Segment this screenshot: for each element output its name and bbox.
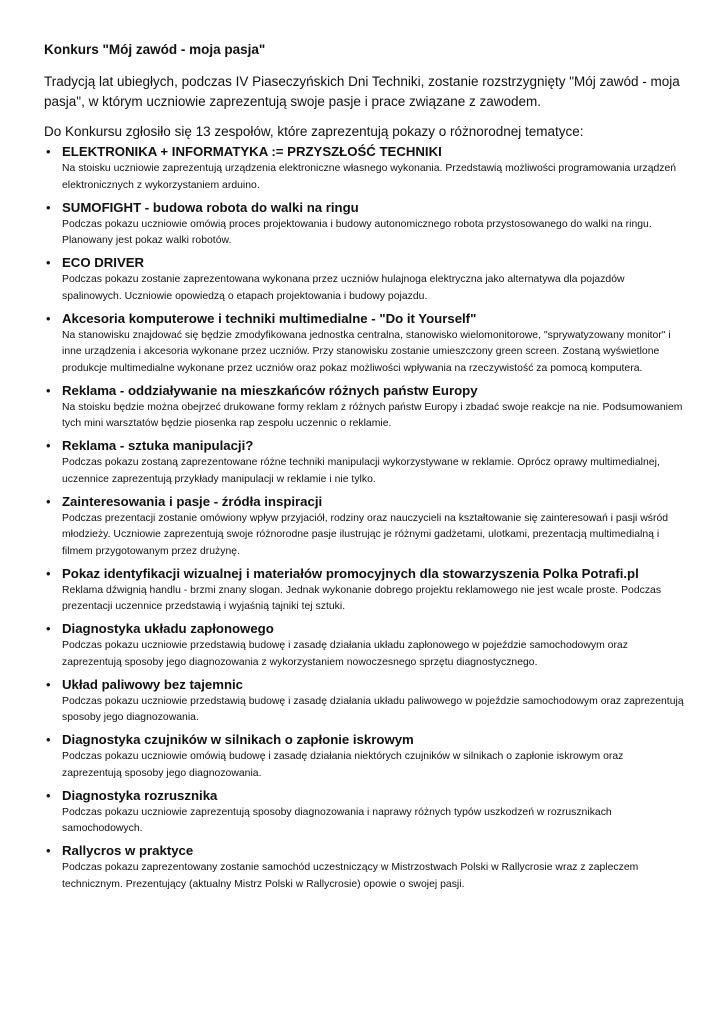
bullet-icon: •: [46, 732, 51, 747]
list-item: [44, 619, 684, 671]
item-title: ELEKTRONIKA + INFORMATYKA := PRZYSZŁOŚĆ TECHNIKI: [62, 144, 442, 159]
item-description: Na stoisku będzie można obejrzeć drukowane formy reklam z różnych państw Europy i zbadać swoje reakcje na nie. Podsumowaniem tych mini warsztatów będzie piosenka rap zespołu uczennic o reklamie.: [62, 401, 683, 429]
item-description: Na stoisku uczniowie zaprezentują urządzenia elektroniczne własnego wykonania. Przedstawią możliwości programowania urządzeń elektronicznych z wykorzystaniem arduino.: [62, 163, 677, 191]
bullet-icon: •: [46, 676, 51, 692]
item-title: Reklama - sztuka manipulacji?: [62, 438, 254, 453]
bullet-icon: •: [46, 199, 51, 215]
bullet-icon: •: [46, 565, 51, 581]
list-item: [44, 841, 684, 893]
lead-paragraph: Do Konkursu zgłosiło się 13 zespołów, które zaprezentują pokazy o różnorodnej tematyce:: [44, 124, 584, 139]
item-description: Podczas pokazu uczniowie przedstawią budowę i zasadę działania układu paliwowego w pojeździe samochodowym oraz zaprezentują sposoby jego diagnozowania.: [62, 695, 684, 723]
list-item: [44, 730, 684, 782]
item-description: Podczas pokazu zaprezentowany zostanie samochód uczestniczący w Mistrzostwach Polski w Rallycrosie wraz z zapleczem technicznym. Prezentujący (aktualny Mistrz Polski w Rallycrosie) opowie o swojej pasji.: [62, 862, 639, 890]
list-item: [44, 786, 684, 838]
bullet-icon: •: [46, 255, 51, 270]
list-item: [44, 142, 684, 194]
item-title: Zainteresowania i pasje - źródła inspiracji: [62, 493, 323, 509]
bullet-icon: •: [46, 493, 51, 509]
document-page: [44, 40, 684, 897]
bullet-icon: •: [46, 438, 51, 453]
item-title: SUMOFIGHT - budowa robota do walki na ringu: [62, 199, 359, 215]
item-description: Podczas pokazu zostanie zaprezentowana wykonana przez uczniów hulajnoga elektryczna jako alternatywa dla pojazdów spalinowych. Uczniowie opowiedzą o etapach projektowania i budowy pojazdu.: [62, 274, 625, 302]
list-item: [44, 381, 684, 433]
bullet-icon: •: [46, 621, 51, 636]
bullet-icon: •: [46, 843, 51, 858]
presentation-list: [44, 142, 684, 893]
document-title: Konkurs "Mój zawód - moja pasja": [44, 42, 266, 57]
item-title: Pokaz identyfikacji wizualnej i materiałów promocyjnych dla stowarzyszenia Polka Potrafi.pl: [62, 565, 639, 581]
item-description: Podczas prezentacji zostanie omówiony wpływ przyjaciół, rodziny oraz nauczycieli na kształtowanie się zainteresowań i pasji wśród młodzieży. Uczniowie zaprezentują swoje różnorodne pasje ilustrując je różnymi gadżetami, ulotkami, prezentacją multimedialną i filmem przygotowanym przez drużynę.: [62, 512, 669, 557]
list-item: [44, 436, 684, 488]
item-description: Podczas pokazu uczniowie omówią budowę i zasadę działania niektórych czujników w silnikach o zapłonie iskrowym oraz zaprezentują sposoby jego diagnozowania.: [62, 751, 624, 779]
item-title: Diagnostyka czujników w silnikach o zapłonie iskrowym: [62, 732, 414, 747]
item-description: Podczas pokazu uczniowie zaprezentują sposoby diagnozowania i naprawy różnych typów uszkodzeń w rozrusznikach samochodowych.: [62, 806, 612, 834]
list-item: [44, 492, 684, 561]
bullet-icon: •: [46, 787, 51, 803]
bullet-icon: •: [46, 382, 51, 398]
list-item: [44, 253, 684, 305]
item-title: Diagnostyka układu zapłonowego: [62, 621, 274, 636]
list-item: [44, 675, 684, 727]
item-title: Rallycros w praktyce: [62, 843, 194, 858]
item-description: Na stanowisku znajdować się będzie zmodyfikowana jednostka centralna, stanowisko wielomonitorowe, "sprywatyzowany monitor" i inne urządzenia i akcesoria wykonane przez uczniów. Przy stanowisku zostanie umieszczony green screen. Zostaną wyświetlone produkcje multimedialne wykonane przez uczniów oraz pokaz możliwości wpływania na rzeczywistość za pomocą komputera.: [62, 329, 671, 374]
item-title: Akcesoria komputerowe i techniki multimedialne - "Do it Yourself": [62, 310, 477, 326]
bullet-icon: •: [46, 144, 51, 159]
list-item: [44, 198, 684, 250]
list-item: [44, 564, 684, 616]
item-description: Podczas pokazu zostaną zaprezentowane różne techniki manipulacji wykorzystywane w reklamie. Oprócz oprawy multimedialnej, uczennice zaprezentują przykłady manipulacji w reklamie i nie tylko.: [62, 457, 660, 485]
intro-paragraph: Tradycją lat ubiegłych, podczas IV Piaseczyńskich Dni Techniki, zostanie rozstrzygnięty "Mój zawód - moja pasja", w którym uczniowie zaprezentują swoje pasje i prace związane z zawodem.: [44, 74, 680, 109]
item-title: Reklama - oddziaływanie na mieszkańców różnych państw Europy: [62, 382, 478, 398]
list-item: [44, 309, 684, 378]
item-title: ECO DRIVER: [62, 255, 145, 270]
item-description: Podczas pokazu uczniowie omówią proces projektowania i budowy autonomicznego robota przystosowanego do walki na ringu. Planowany jest pokaz walki robotów.: [62, 218, 652, 246]
item-title: Układ paliwowy bez tajemnic: [62, 676, 244, 692]
item-description: Podczas pokazu uczniowie przedstawią budowę i zasadę działania układu zapłonowego w pojeździe samochodowym oraz zaprezentują sposoby jego diagnozowania z wykorzystaniem nowoczesnego sprzętu diagnostycznego.: [62, 640, 628, 668]
bullet-icon: •: [46, 310, 51, 326]
item-title: Diagnostyka rozrusznika: [62, 787, 218, 803]
item-description: Reklama dźwignią handlu - brzmi znany slogan. Jednak wykonanie dobrego projektu reklamowego nie jest wcale proste. Podczas prezentacji uczennice przedstawią i wyjaśnią tajniki tej sztuki.: [62, 584, 662, 612]
